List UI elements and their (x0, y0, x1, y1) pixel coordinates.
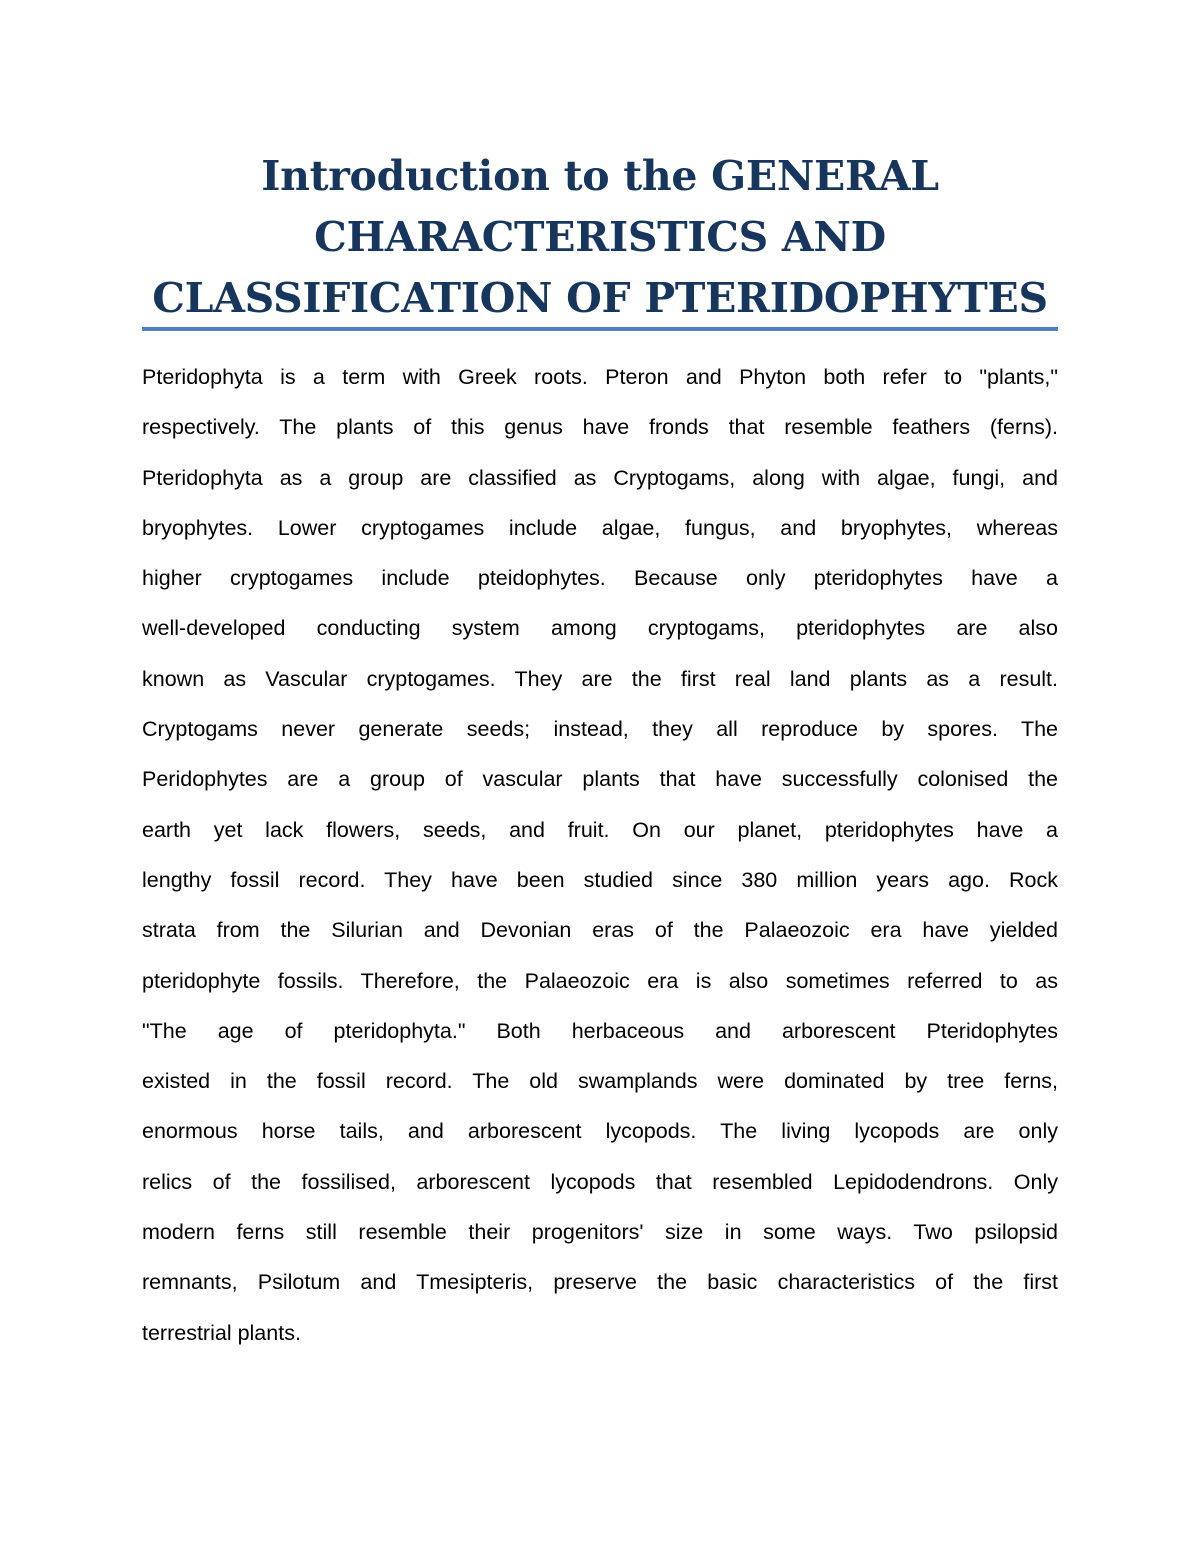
paragraph-line: Cryptogams never generate seeds; instead, they all reproduce by spores. The (142, 717, 1058, 742)
paragraph-line: enormous horse tails, and arborescent lycopods. The living lycopods are only (142, 1119, 1058, 1144)
paragraph-line: lengthy fossil record. They have been studied since 380 million years ago. Rock (142, 867, 1058, 892)
paragraph-line: modern ferns still resemble their progenitors' size in some ways. Two psilopsid (142, 1220, 1058, 1245)
title-line: Introduction to the GENERAL (261, 152, 939, 200)
paragraph-line: respectively. The plants of this genus have fronds that resemble feathers (ferns). (142, 415, 1058, 440)
paragraph-line: Pteridophyta is a term with Greek roots. Pteron and Phyton both refer to "plants," (142, 365, 1058, 389)
paragraph-line: pteridophyte fossils. Therefore, the Palaeozoic era is also sometimes referred to as (142, 968, 1058, 993)
paragraph-line: well-developed conducting system among cryptogams, pteridophytes are also (142, 616, 1058, 641)
body-paragraph (142, 352, 1058, 1358)
paragraph-line: Pteridophyta as a group are classified as Cryptogams, along with algae, fungi, and (142, 465, 1058, 490)
paragraph-line: known as Vascular cryptogames. They are the first real land plants as a result. (142, 666, 1058, 691)
paragraph-line: existed in the fossil record. The old swamplands were dominated by tree ferns, (142, 1069, 1058, 1094)
title-line: CLASSIFICATION OF PTERIDOPHYTES (152, 274, 1048, 322)
paragraph-line: higher cryptogames include pteidophytes. Because only pteridophytes have a (142, 566, 1058, 591)
paragraph-line: bryophytes. Lower cryptogames include algae, fungus, and bryophytes, whereas (142, 515, 1058, 540)
title-line: CHARACTERISTICS AND (314, 213, 886, 261)
paragraph-line: earth yet lack flowers, seeds, and fruit. On our planet, pteridophytes have a (142, 817, 1058, 842)
paragraph-line: relics of the fossilised, arborescent lycopods that resembled Lepidodendrons. Only (142, 1169, 1058, 1194)
title-underline-rule (142, 327, 1058, 331)
document-title (142, 146, 1058, 329)
title-block (142, 146, 1058, 329)
paragraph-line: terrestrial plants. (142, 1320, 301, 1345)
paragraph-line: remnants, Psilotum and Tmesipteris, preserve the basic characteristics of the first (142, 1270, 1058, 1295)
paragraph-line: "The age of pteridophyta." Both herbaceous and arborescent Pteridophytes (142, 1018, 1058, 1043)
paragraph-line: Peridophytes are a group of vascular plants that have successfully colonised the (142, 767, 1058, 792)
paragraph-line: strata from the Silurian and Devonian eras of the Palaeozoic era have yielded (142, 918, 1058, 943)
